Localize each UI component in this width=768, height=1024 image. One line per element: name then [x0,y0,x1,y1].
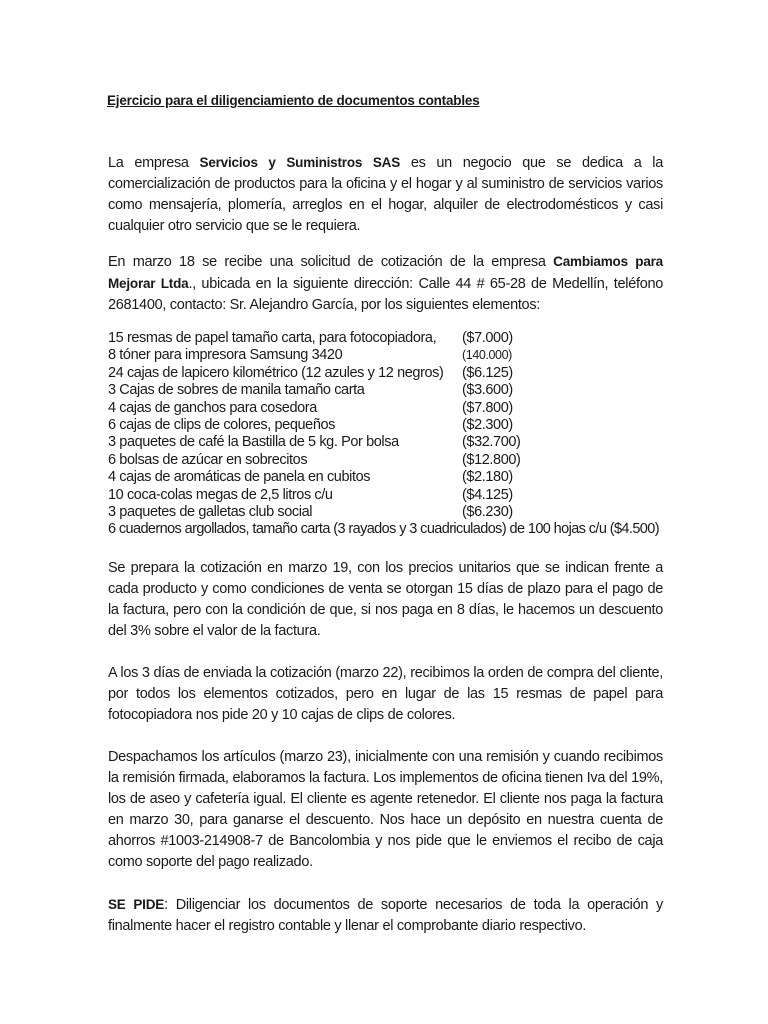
paragraph-task [108,894,663,937]
intro-text-a: La empresa [108,155,200,171]
list-item [108,417,663,434]
list-item [108,521,663,538]
item-price: ($6.230) [462,503,513,520]
list-item [108,347,663,364]
paragraph-quotation-request [108,251,663,316]
item-description: 4 cajas de aromáticas de panela en cubitos [108,469,371,486]
item-description: 8 tóner para impresora Samsung 3420 [108,347,343,364]
item-description: 15 resmas de papel tamaño carta, para fotocopiadora, [108,330,437,346]
request-text-a: En marzo 18 se recibe una solicitud de cotización de la empresa [108,254,554,270]
list-item [108,400,663,417]
item-description: 24 cajas de lapicero kilométrico (12 azules y 12 negros) [108,364,444,381]
list-item [108,382,663,399]
list-item [108,330,663,347]
item-description: 6 cuadernos argollados, tamaño carta (3 rayados y 3 cuadriculados) de 100 hojas c/u ($4.500) [108,521,659,538]
item-price: ($32.700) [462,434,521,451]
paragraph-dispatch-invoice: Despachamos los artículos (marzo 23), inicialmente con una remisión y cuando recibimos la remisión firmada, elaboramos la factura. Los implementos de oficina tienen Iva del 19%, los de aseo y cafetería igual. El cliente es agente retenedor. El cliente nos paga la factura en marzo 30, para ganarse el descuento. Nos hace un depósito en nuestra cuenta de ahorros #1003-214908-7 de Bancolombia y nos pide que le enviemos el recibo de caja como soporte del pago realizado. [108,748,663,870]
item-list [108,330,663,539]
item-description: 3 Cajas de sobres de manila tamaño carta [108,382,365,399]
document-body [108,152,663,937]
item-price: ($7.000) [462,330,513,346]
item-price: (140.000) [462,348,512,363]
company-name-seller: Servicios y Suministros SAS [199,155,400,170]
list-item [108,487,663,504]
request-text-b: ., ubicada en la siguiente dirección: Calle 44 # 65-28 de Medellín, teléfono 2681400, contacto: Sr. Alejandro García, por los siguientes elementos: [108,276,663,313]
list-item [108,365,663,382]
item-description: 3 paquetes de café la Bastilla de 5 kg. Por bolsa [108,434,399,451]
company-name-client: Cambiamos para Mejorar Ltda [108,254,663,291]
item-price: ($7.800) [462,399,513,416]
item-description: 6 cajas de clips de colores, pequeños [108,416,336,433]
item-description: 3 paquetes de galletas club social [108,503,313,520]
list-item [108,469,663,486]
task-label: SE PIDE [108,896,165,912]
list-item [108,452,663,469]
paragraph-purchase-order: A los 3 días de enviada la cotización (marzo 22), recibimos la orden de compra del cliente, por todos los elementos cotizados, pero en lugar de las 15 resmas de papel para fotocopiadora nos pide 20 y 10 cajas de clips de colores. [108,664,663,723]
item-description: 4 cajas de ganchos para cosedora [108,399,317,416]
paragraph-quotation-prepared: Se prepara la cotización en marzo 19, con los precios unitarios que se indican frente a cada producto y como condiciones de venta se otorgan 15 días de plazo para el pago de la factura, pero con la condición de que, si nos paga en 8 días, le hacemos un descuento del 3% sobre el valor de la factura. [108,559,663,639]
item-price: ($2.180) [462,469,513,486]
item-description: 6 bolsas de azúcar en sobrecitos [108,451,308,468]
item-description: 10 coca-colas megas de 2,5 litros c/u [108,486,333,503]
item-price: ($6.125) [462,364,513,381]
task-text: : Diligenciar los documentos de soporte necesarios de toda la operación y finalmente hacer el registro contable y llenar el comprobante diario respectivo. [108,896,663,934]
intro-text-b: es un negocio que se dedica a la comercialización de productos para la oficina y el hogar y al suministro de servicios varios como mensajería, plomería, arreglos en el hogar, alquiler de electrodomésticos y casi cualquier otro servicio que se le requiera. [108,155,663,234]
item-price: ($2.300) [462,416,513,433]
item-price: ($3.600) [462,382,513,399]
document-title: Ejercicio para el diligenciamiento de documentos contables [107,93,480,108]
list-item [108,504,663,521]
paragraph-company-intro [108,152,663,237]
list-item [108,434,663,451]
item-price: ($12.800) [462,451,521,468]
item-price: ($4.125) [462,486,513,503]
